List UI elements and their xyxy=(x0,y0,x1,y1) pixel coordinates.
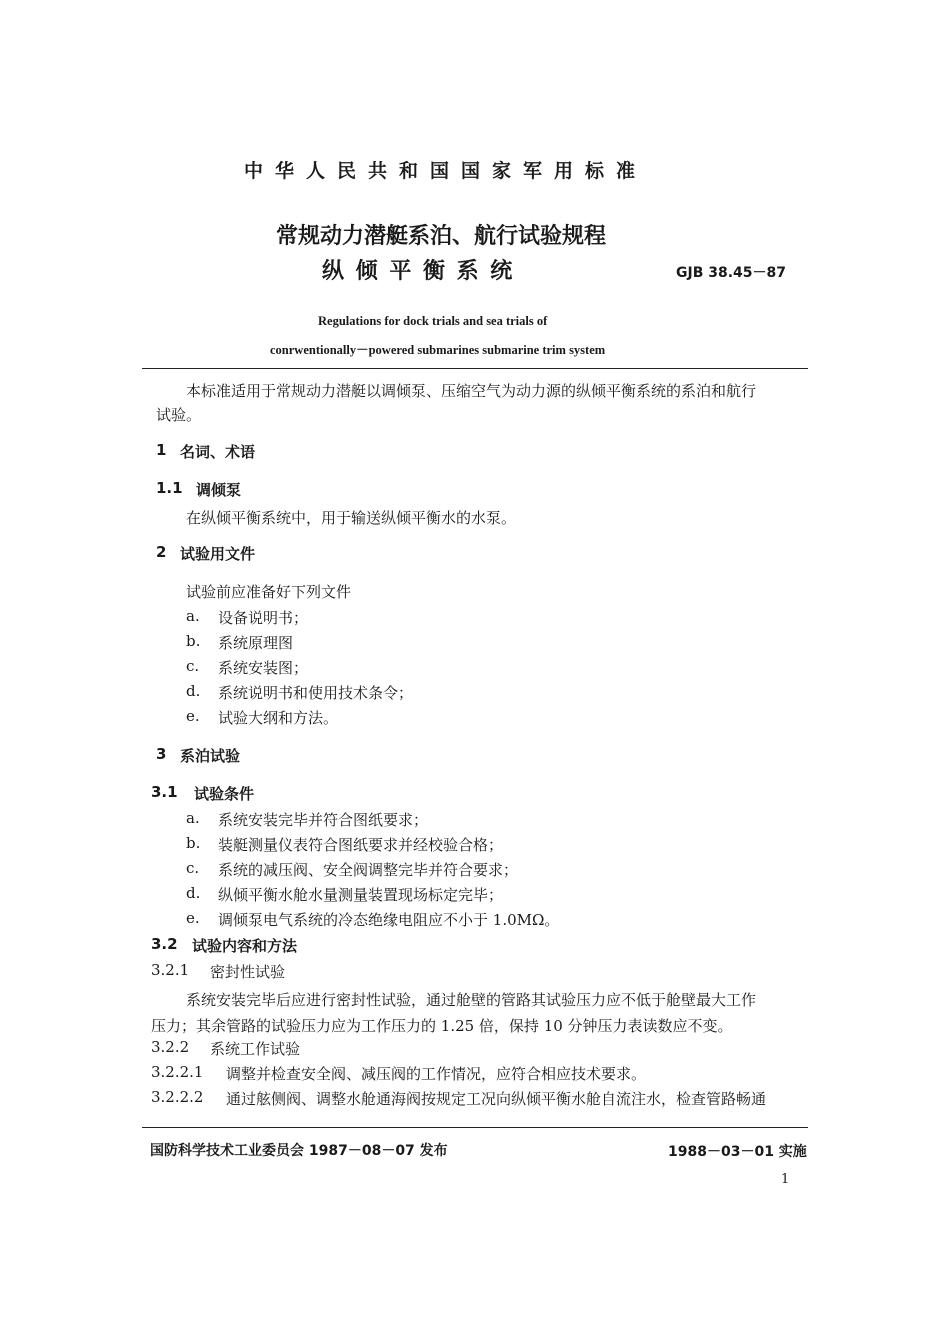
document-title-line2: 纵 倾 平 衡 系 统 xyxy=(322,259,515,284)
list-item-mark: d. xyxy=(186,884,201,902)
section-2-lead: 试验前应准备好下列文件 xyxy=(186,583,352,601)
intro-line2: 试验。 xyxy=(156,406,202,424)
section-3-1-number: 3.1 xyxy=(151,783,178,801)
section-3-2-1-line1: 系统安装完毕后应进行密封性试验，通过舱壁的管路其试验压力应不低于舱壁最大工作 xyxy=(186,991,757,1009)
section-3-2-2-1-number: 3.2.2.1 xyxy=(151,1063,204,1081)
section-1-1-number: 1.1 xyxy=(156,479,183,497)
english-title-line2: conrwentionally－powered submarines submarine trim system xyxy=(270,343,606,357)
effective-date: 1988－03－01 实施 xyxy=(668,1144,807,1160)
list-item: 系统安装图； xyxy=(218,659,309,677)
list-item: 装艇测量仪表符合图纸要求并经校验合格； xyxy=(218,836,504,854)
list-item: 调倾泵电气系统的冷态绝缘电阻应不小于 1.0MΩ。 xyxy=(218,911,560,929)
list-item-mark: b. xyxy=(186,834,201,852)
page-number: 1 xyxy=(781,1172,790,1187)
section-3-title: 系泊试验 xyxy=(180,747,241,765)
list-item-mark: e. xyxy=(186,707,200,725)
section-3-2-2-1-text: 调整并检查安全阀、减压阀的工作情况，应符合相应技术要求。 xyxy=(226,1065,647,1083)
section-3-number: 3 xyxy=(156,745,167,763)
section-3-2-title: 试验内容和方法 xyxy=(192,937,298,955)
national-standard-title: 中华人民共和国国家军用标准 xyxy=(244,160,648,182)
list-item-mark: d. xyxy=(186,682,201,700)
list-item-mark: b. xyxy=(186,632,201,650)
section-1-1-title: 调倾泵 xyxy=(196,481,242,499)
section-3-2-number: 3.2 xyxy=(151,935,178,953)
english-title-line1: Regulations for dock trials and sea trials of xyxy=(318,314,548,328)
section-3-2-2-2-text: 通过舷侧阀、调整水舱通海阀按规定工况向纵倾平衡水舱自流注水，检查管路畅通 xyxy=(226,1090,767,1108)
list-item: 纵倾平衡水舱水量测量装置现场标定完毕； xyxy=(218,886,504,904)
list-item-mark: a. xyxy=(186,607,200,625)
intro-line1: 本标准适用于常规动力潜艇以调倾泵、压缩空气为动力源的纵倾平衡系统的系泊和航行 xyxy=(186,382,757,400)
section-3-2-2-2-number: 3.2.2.2 xyxy=(151,1088,204,1106)
section-2-number: 2 xyxy=(156,543,167,561)
section-3-2-1-number: 3.2.1 xyxy=(151,961,190,979)
header-divider xyxy=(142,368,808,369)
list-item: 系统说明书和使用技术条令； xyxy=(218,684,414,702)
list-item: 试验大纲和方法。 xyxy=(218,709,339,727)
section-2-title: 试验用文件 xyxy=(180,545,256,563)
footer-divider xyxy=(142,1127,808,1128)
list-item-mark: e. xyxy=(186,909,200,927)
section-1-1-text: 在纵倾平衡系统中，用于输送纵倾平衡水的水泵。 xyxy=(186,509,517,527)
list-item-mark: c. xyxy=(186,859,200,877)
section-3-1-title: 试验条件 xyxy=(194,785,255,803)
section-3-2-2-number: 3.2.2 xyxy=(151,1038,190,1056)
issuer-line: 国防科学技术工业委员会 1987－08－07 发布 xyxy=(150,1143,448,1159)
list-item-mark: c. xyxy=(186,657,200,675)
list-item: 系统的减压阀、安全阀调整完毕并符合要求； xyxy=(218,861,519,879)
section-3-2-2-title: 系统工作试验 xyxy=(210,1040,301,1058)
list-item: 系统安装完毕并符合图纸要求； xyxy=(218,811,429,829)
standard-code: GJB 38.45－87 xyxy=(676,265,787,281)
list-item: 系统原理图 xyxy=(218,634,294,652)
list-item: 设备说明书； xyxy=(218,609,309,627)
document-title-line1: 常规动力潜艇系泊、航行试验规程 xyxy=(276,224,607,249)
section-1-number: 1 xyxy=(156,441,167,459)
section-3-2-1-line2: 压力；其余管路的试验压力应为工作压力的 1.25 倍，保持 10 分钟压力表读数应不变。 xyxy=(151,1017,733,1035)
section-1-title: 名词、术语 xyxy=(180,443,256,461)
section-3-2-1-title: 密封性试验 xyxy=(210,963,286,981)
list-item-mark: a. xyxy=(186,809,200,827)
